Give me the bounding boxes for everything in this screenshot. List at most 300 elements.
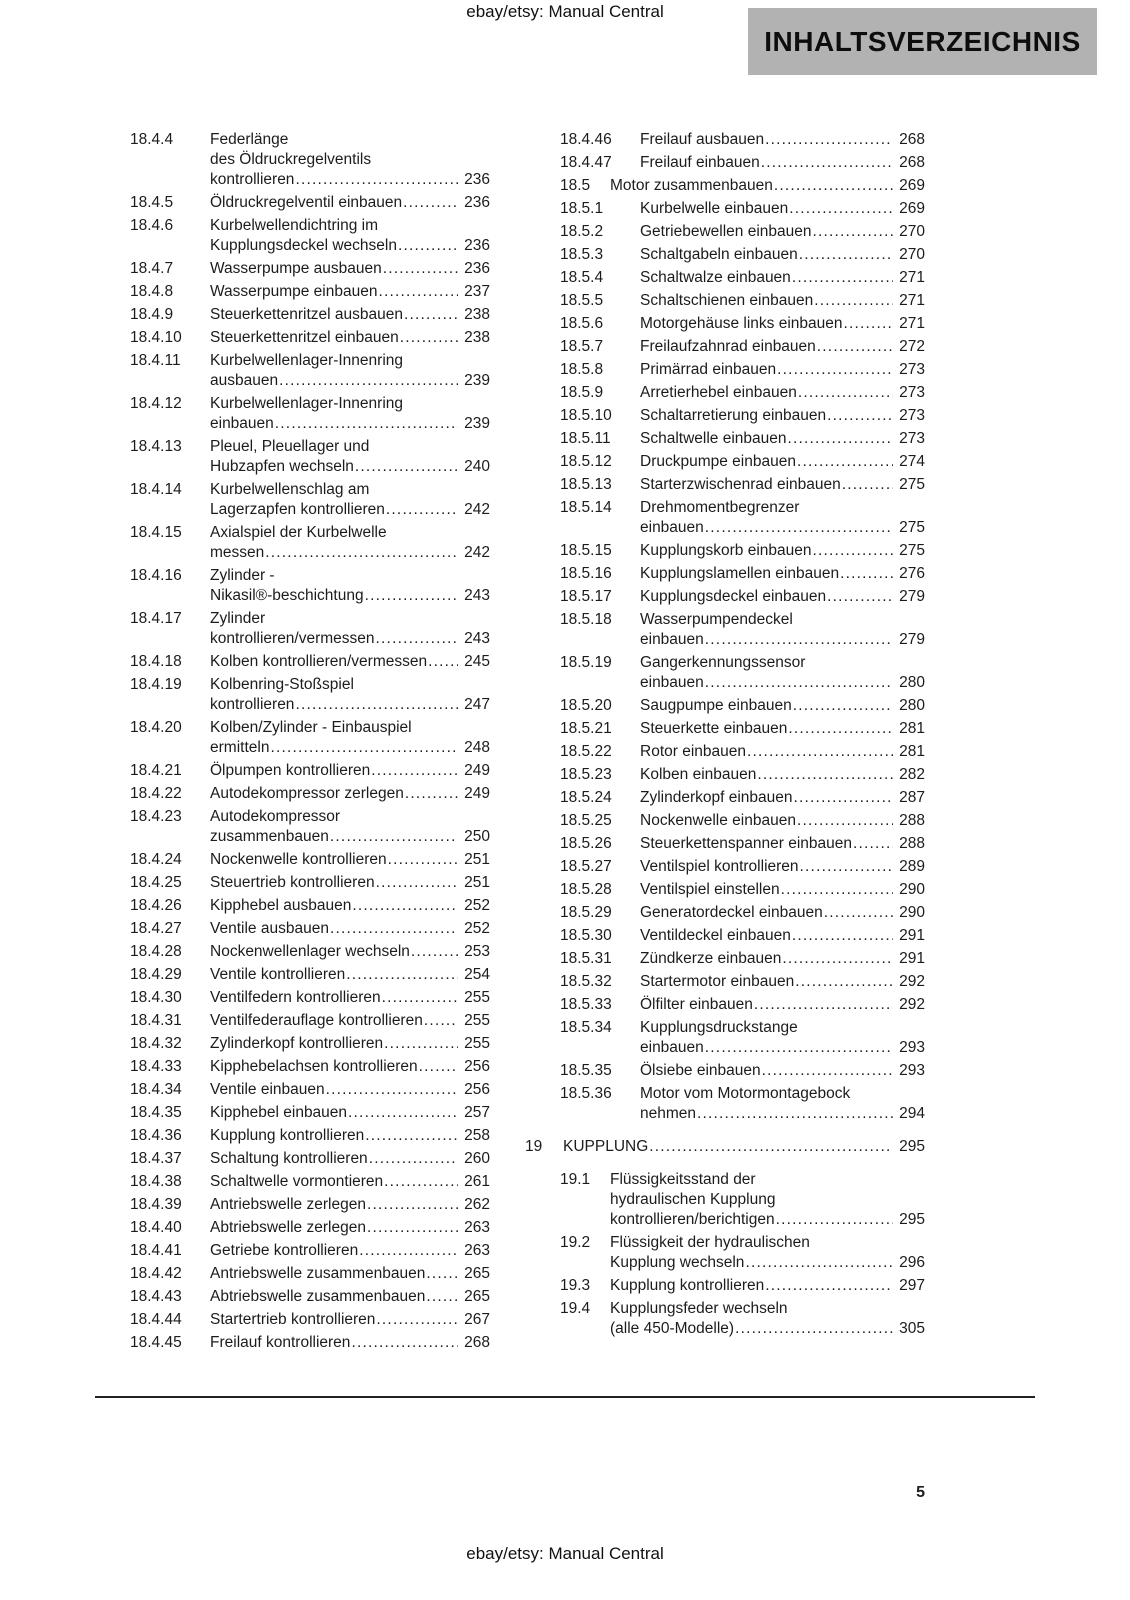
toc-entry — [525, 1299, 925, 1339]
toc-entry — [525, 811, 925, 831]
toc-entry-title: Schaltgabeln einbauen — [640, 246, 798, 263]
toc-entry-body — [210, 259, 490, 279]
toc-entry-number: 18.4.15 — [130, 524, 182, 541]
toc-entry-number: 18.4.42 — [130, 1265, 182, 1282]
toc-entry — [525, 429, 925, 449]
toc-entry-title: kontrollieren — [210, 171, 295, 188]
toc-entry-title: Kupplungslamellen einbauen — [640, 565, 840, 582]
toc-entry-page: 247 — [464, 696, 490, 713]
toc-leader-dots — [369, 1149, 458, 1169]
toc-entry-title: kontrollieren/berichtigen — [610, 1211, 775, 1228]
toc-entry-title: Kurbelwellendichtring im — [210, 217, 378, 234]
toc-entry-number: 18.4.21 — [130, 762, 182, 779]
toc-entry-page: 268 — [899, 131, 925, 148]
toc-entry-title: Pleuel, Pleuellager und — [210, 438, 370, 455]
toc-entry-title: Kipphebelachsen kontrollieren — [210, 1058, 418, 1075]
toc-entry-number: 18.5.14 — [560, 499, 612, 516]
toc-entry-page: 268 — [899, 154, 925, 171]
watermark-header: ebay/etsy: Manual Central — [466, 2, 664, 21]
toc-entry-title: Freilauf einbauen — [640, 154, 760, 171]
toc-entry-body — [210, 1195, 490, 1215]
toc-entry-body — [210, 1149, 490, 1169]
toc-entry-body — [640, 222, 925, 242]
toc-leader-dots — [398, 236, 458, 256]
toc-entry-body — [610, 1170, 925, 1230]
toc-entry-title: Kurbelwellenschlag am — [210, 481, 370, 498]
toc-entry-page: 243 — [464, 630, 490, 647]
toc-entry-page: 267 — [464, 1311, 490, 1328]
toc-entry-number: 18.4.28 — [130, 943, 182, 960]
toc-entry-body — [640, 268, 925, 288]
toc-entry-number: 18.4.12 — [130, 395, 182, 412]
toc-entry-body — [210, 351, 490, 391]
toc-entry-body — [640, 1061, 925, 1081]
toc-entry-body — [640, 719, 925, 739]
toc-entry-body — [640, 1084, 925, 1124]
toc-entry-number: 18.4.13 — [130, 438, 182, 455]
toc-entry-title: Schaltwelle einbauen — [640, 430, 787, 447]
toc-entry-body — [210, 718, 490, 758]
toc-entry-body — [210, 394, 490, 434]
page-number: 5 — [916, 1484, 925, 1501]
toc-leader-dots — [378, 282, 458, 302]
toc-entry-page: 273 — [899, 407, 925, 424]
toc-entry — [95, 1011, 490, 1031]
toc-entry-body — [210, 1103, 490, 1123]
toc-entry-page: 297 — [899, 1277, 925, 1294]
toc-leader-dots — [346, 965, 458, 985]
table-of-contents — [95, 130, 925, 1356]
toc-leader-dots — [813, 541, 894, 561]
toc-entry-body — [210, 761, 490, 781]
toc-entry — [95, 873, 490, 893]
toc-entry-number: 18.4.32 — [130, 1035, 182, 1052]
toc-entry — [95, 1264, 490, 1284]
toc-entry-title: Wasserpumpe einbauen — [210, 283, 378, 300]
toc-leader-dots — [817, 337, 893, 357]
toc-leader-dots — [359, 1241, 458, 1261]
toc-entry-body — [640, 587, 925, 607]
toc-entry — [95, 761, 490, 781]
toc-entry-page: 275 — [899, 542, 925, 559]
toc-entry — [95, 942, 490, 962]
toc-leader-dots — [270, 738, 458, 758]
toc-leader-dots — [762, 1061, 893, 1081]
toc-entry-page: 263 — [464, 1219, 490, 1236]
toc-entry-title: Ventilfederauflage kontrollieren — [210, 1012, 423, 1029]
toc-entry-page: 280 — [899, 674, 925, 691]
toc-entry-page: 295 — [899, 1211, 925, 1228]
toc-entry — [525, 337, 925, 357]
toc-entry — [95, 1126, 490, 1146]
toc-entry — [95, 807, 490, 847]
toc-entry-number: 18.4.11 — [130, 352, 181, 369]
toc-entry-body — [640, 406, 925, 426]
toc-entry-number: 18.5.12 — [560, 453, 612, 470]
toc-leader-dots — [793, 696, 893, 716]
toc-leader-dots — [279, 371, 458, 391]
toc-entry-title: kontrollieren — [210, 696, 295, 713]
toc-entry-number: 18.5.18 — [560, 611, 612, 628]
toc-entry-body — [640, 653, 925, 693]
toc-entry-body — [210, 1241, 490, 1261]
toc-entry-body — [210, 523, 490, 563]
toc-entry-number: 18.5.11 — [560, 430, 611, 447]
toc-entry-number: 18.4.23 — [130, 808, 182, 825]
toc-entry-body — [210, 328, 490, 348]
toc-leader-dots — [757, 765, 893, 785]
toc-leader-dots — [376, 1310, 458, 1330]
toc-entry — [525, 541, 925, 561]
toc-leader-dots — [765, 1276, 893, 1296]
toc-leader-dots — [814, 291, 893, 311]
toc-entry-body — [610, 1233, 925, 1273]
toc-entry-number: 18.4.31 — [130, 1012, 182, 1029]
toc-entry-page: 251 — [464, 874, 490, 891]
toc-entry — [525, 834, 925, 854]
toc-leader-dots — [275, 414, 458, 434]
toc-entry-title: Zylinderkopf einbauen — [640, 789, 793, 806]
toc-entry-title: Ölpumpen kontrollieren — [210, 762, 371, 779]
toc-entry-page: 269 — [899, 200, 925, 217]
toc-leader-dots — [367, 1195, 458, 1215]
toc-entry-number: 18.4.18 — [130, 653, 182, 670]
toc-leader-dots — [330, 827, 458, 847]
toc-leader-dots — [782, 949, 893, 969]
toc-entry-title: kontrollieren/vermessen — [210, 630, 375, 647]
toc-entry-number: 18.4.10 — [130, 329, 182, 346]
toc-entry-body — [640, 541, 925, 561]
toc-entry-title: Kupplungsfeder wechseln — [610, 1300, 788, 1317]
toc-leader-dots — [705, 1038, 893, 1058]
toc-entry-number: 18.5.20 — [560, 697, 612, 714]
toc-leader-dots — [745, 1253, 893, 1273]
toc-entry-body — [210, 988, 490, 1008]
watermark-footer: ebay/etsy: Manual Central — [466, 1544, 664, 1563]
toc-leader-dots — [792, 926, 893, 946]
toc-entry-page: 236 — [464, 237, 490, 254]
toc-entry-body — [640, 788, 925, 808]
toc-entry — [525, 1137, 925, 1157]
toc-entry-title: Kolben einbauen — [640, 766, 757, 783]
toc-entry-body — [640, 498, 925, 538]
toc-leader-dots — [797, 811, 893, 831]
toc-entry-body — [640, 949, 925, 969]
toc-entry-page: 290 — [899, 881, 925, 898]
toc-entry-number: 18.4.27 — [130, 920, 182, 937]
toc-entry-title: Axialspiel der Kurbelwelle — [210, 524, 387, 541]
toc-leader-dots — [424, 1011, 458, 1031]
toc-entry-title: Generatordeckel einbauen — [640, 904, 823, 921]
toc-entry-body — [640, 972, 925, 992]
toc-entry-body — [210, 282, 490, 302]
toc-entry-page: 251 — [464, 851, 490, 868]
toc-leader-dots — [348, 1103, 458, 1123]
toc-entry-body — [640, 337, 925, 357]
toc-leader-dots — [265, 543, 458, 563]
toc-entry-title: Kupplung wechseln — [610, 1254, 745, 1271]
toc-entry-title: Arretierhebel einbauen — [640, 384, 797, 401]
toc-entry-page: 255 — [464, 1012, 490, 1029]
toc-entry-page: 271 — [899, 315, 925, 332]
toc-entry — [95, 1241, 490, 1261]
toc-entry-title: Ventilfedern kontrollieren — [210, 989, 381, 1006]
toc-entry-number: 18.4.26 — [130, 897, 182, 914]
toc-leader-dots — [382, 988, 458, 1008]
toc-entry-number: 18.5.7 — [560, 338, 604, 355]
toc-entry-page: 252 — [464, 920, 490, 937]
toc-entry-title: Nockenwelle einbauen — [640, 812, 796, 829]
toc-leader-dots — [797, 452, 893, 472]
toc-entry — [525, 653, 925, 693]
toc-entry-number: 18.4.43 — [130, 1288, 182, 1305]
toc-entry-page: 239 — [464, 372, 490, 389]
toc-entry-body — [210, 1287, 490, 1307]
toc-entry-title: Starterzwischenrad einbauen — [640, 476, 841, 493]
toc-entry-title: Kurbelwellenlager-Innenring — [210, 352, 404, 369]
toc-entry-page: 239 — [464, 415, 490, 432]
toc-leader-dots — [776, 1210, 893, 1230]
toc-entry-number: 18.4.5 — [130, 194, 174, 211]
page-header-box — [748, 8, 1097, 75]
toc-entry-number: 18.5.32 — [560, 973, 612, 990]
toc-entry-page: 258 — [464, 1127, 490, 1144]
toc-column-right — [525, 130, 925, 1356]
toc-entry-title: einbauen — [640, 1039, 704, 1056]
toc-entry-body — [640, 610, 925, 650]
toc-entry — [525, 857, 925, 877]
toc-entry-number: 18.4.30 — [130, 989, 182, 1006]
toc-entry-title: Zündkerze einbauen — [640, 950, 782, 967]
toc-entry-body — [640, 314, 925, 334]
toc-entry-page: 263 — [464, 1242, 490, 1259]
toc-entry-number: 18.5.2 — [560, 223, 604, 240]
toc-leader-dots — [827, 587, 893, 607]
toc-entry — [95, 718, 490, 758]
toc-entry — [525, 130, 925, 150]
toc-entry-body — [640, 995, 925, 1015]
toc-entry-number: 18.4.44 — [130, 1311, 182, 1328]
toc-entry-number: 18.5.6 — [560, 315, 604, 332]
toc-entry-body — [640, 130, 925, 150]
toc-entry-page: 273 — [899, 430, 925, 447]
toc-leader-dots — [404, 305, 458, 325]
toc-entry-title: Hubzapfen wechseln — [210, 458, 354, 475]
toc-entry — [95, 193, 490, 213]
toc-entry-page: 257 — [464, 1104, 490, 1121]
toc-entry-body — [210, 1218, 490, 1238]
toc-entry-number: 18.5.29 — [560, 904, 612, 921]
toc-entry-body — [210, 896, 490, 916]
toc-entry-body — [640, 429, 925, 449]
toc-entry-number: 18.4.16 — [130, 567, 182, 584]
toc-entry-page: 236 — [464, 171, 490, 188]
toc-leader-dots — [367, 1218, 458, 1238]
toc-entry-number: 18.5.19 — [560, 654, 612, 671]
toc-entry-title: Federlänge — [210, 131, 289, 148]
toc-entry-body — [210, 1333, 490, 1353]
toc-entry-title: Flüssigkeitsstand der — [610, 1171, 756, 1188]
toc-entry — [525, 475, 925, 495]
toc-entry-number: 18.5.25 — [560, 812, 612, 829]
toc-entry — [95, 896, 490, 916]
toc-entry-number: 18.5.34 — [560, 1019, 612, 1036]
toc-entry-page: 295 — [899, 1138, 925, 1155]
toc-entry-number: 18.5.26 — [560, 835, 612, 852]
toc-entry — [525, 498, 925, 538]
toc-leader-dots — [844, 314, 894, 334]
toc-entry-number: 18.4.20 — [130, 719, 182, 736]
toc-entry-title: ermitteln — [210, 739, 270, 756]
toc-entry-title: Autodekompressor — [210, 808, 341, 825]
toc-entry-page: 255 — [464, 989, 490, 1006]
toc-entry — [525, 1061, 925, 1081]
toc-entry-title: Zylinder — [210, 610, 266, 627]
toc-entry-body — [210, 850, 490, 870]
toc-entry-number: 18.5.27 — [560, 858, 612, 875]
toc-entry-title: Kupplungsdruckstange — [640, 1019, 798, 1036]
toc-entry-body — [210, 1080, 490, 1100]
toc-leader-dots — [788, 429, 894, 449]
toc-entry — [525, 153, 925, 173]
toc-entry — [525, 696, 925, 716]
toc-entry-title: Freilaufzahnrad einbauen — [640, 338, 816, 355]
toc-entry-number: 18.5 — [560, 177, 591, 194]
toc-entry-title: Ventile ausbauen — [210, 920, 329, 937]
toc-entry-number: 18.5.36 — [560, 1085, 612, 1102]
toc-entry — [525, 926, 925, 946]
toc-leader-dots — [365, 1126, 458, 1146]
toc-leader-dots — [788, 719, 893, 739]
toc-entry-title: Kipphebel ausbauen — [210, 897, 352, 914]
toc-entry-number: 19 — [525, 1138, 543, 1155]
toc-entry — [95, 130, 490, 190]
toc-entry — [95, 1057, 490, 1077]
toc-entry — [525, 765, 925, 785]
toc-entry — [95, 675, 490, 715]
toc-entry-page: 281 — [899, 743, 925, 760]
toc-entry — [525, 383, 925, 403]
toc-entry-title: einbauen — [640, 674, 704, 691]
toc-entry-body — [640, 245, 925, 265]
toc-entry-title: Startertrieb kontrollieren — [210, 1311, 376, 1328]
toc-entry-page: 260 — [464, 1150, 490, 1167]
toc-entry-title: Steuerkettenritzel einbauen — [210, 329, 399, 346]
toc-entry — [525, 949, 925, 969]
toc-entry-title: Steuerkettenspanner einbauen — [640, 835, 852, 852]
toc-entry-number: 18.5.1 — [560, 200, 604, 217]
toc-entry-title: Antriebswelle zerlegen — [210, 1196, 366, 1213]
toc-entry — [525, 719, 925, 739]
toc-entry-page: 289 — [899, 858, 925, 875]
toc-entry-page: 265 — [464, 1288, 490, 1305]
toc-entry-body — [210, 130, 490, 190]
toc-entry — [525, 610, 925, 650]
toc-entry — [95, 1287, 490, 1307]
toc-leader-dots — [330, 919, 458, 939]
toc-entry-title: Motorgehäuse links einbauen — [640, 315, 843, 332]
toc-entry-title: Kolben kontrollieren/vermessen — [210, 653, 428, 670]
toc-entry-title: Primärrad einbauen — [640, 361, 777, 378]
toc-entry-page: 293 — [899, 1039, 925, 1056]
toc-entry-number: 18.5.30 — [560, 927, 612, 944]
toc-leader-dots — [774, 176, 893, 196]
toc-entry-body — [640, 926, 925, 946]
toc-entry-page: 287 — [899, 789, 925, 806]
toc-entry-number: 18.5.35 — [560, 1062, 612, 1079]
toc-entry — [525, 176, 925, 196]
toc-entry-body — [640, 742, 925, 762]
toc-entry-title: hydraulischen Kupplung — [610, 1191, 776, 1208]
toc-entry-title: Ventile einbauen — [210, 1081, 325, 1098]
toc-entry-page: 273 — [899, 361, 925, 378]
toc-leader-dots — [812, 222, 893, 242]
toc-entry-number: 18.4.14 — [130, 481, 182, 498]
toc-entry — [525, 1018, 925, 1058]
toc-leader-dots — [376, 629, 458, 649]
toc-entry — [95, 1218, 490, 1238]
toc-entry-page: 288 — [899, 812, 925, 829]
toc-leader-dots — [295, 695, 458, 715]
toc-leader-dots — [295, 170, 458, 190]
toc-entry-body — [210, 609, 490, 649]
toc-entry-number: 18.5.13 — [560, 476, 612, 493]
toc-leader-dots — [371, 761, 458, 781]
toc-leader-dots — [376, 873, 458, 893]
toc-entry-page: 248 — [464, 739, 490, 756]
toc-leader-dots — [403, 193, 458, 213]
toc-entry-page: 271 — [899, 269, 925, 286]
toc-entry-page: 256 — [464, 1058, 490, 1075]
toc-entry-page: 237 — [464, 283, 490, 300]
toc-entry-page: 269 — [899, 177, 925, 194]
toc-entry — [95, 965, 490, 985]
toc-entry — [525, 360, 925, 380]
toc-entry — [525, 880, 925, 900]
toc-entry — [95, 523, 490, 563]
toc-entry-title: Startermotor einbauen — [640, 973, 795, 990]
toc-entry — [525, 587, 925, 607]
toc-entry-title: Schaltarretierung einbauen — [640, 407, 827, 424]
toc-leader-dots — [789, 199, 893, 219]
toc-entry-body — [210, 1034, 490, 1054]
toc-entry — [95, 919, 490, 939]
toc-entry-body — [210, 652, 490, 672]
toc-entry — [95, 216, 490, 256]
toc-entry-body — [210, 1126, 490, 1146]
toc-entry-title: Kupplung kontrollieren — [610, 1277, 765, 1294]
toc-entry-body — [210, 1264, 490, 1284]
toc-entry-number: 18.5.24 — [560, 789, 612, 806]
toc-entry-number: 18.5.5 — [560, 292, 604, 309]
toc-entry-number: 18.4.29 — [130, 966, 182, 983]
toc-entry-page: 245 — [464, 653, 490, 670]
toc-entry-body — [210, 1310, 490, 1330]
toc-entry-title: ausbauen — [210, 372, 279, 389]
toc-entry-page: 270 — [899, 223, 925, 240]
toc-entry-body — [563, 1137, 925, 1157]
toc-leader-dots — [411, 942, 458, 962]
toc-entry-body — [640, 696, 925, 716]
toc-entry-number: 18.5.23 — [560, 766, 612, 783]
toc-entry-number: 19.4 — [560, 1300, 591, 1317]
toc-entry-number: 18.4.41 — [130, 1242, 182, 1259]
toc-entry — [525, 222, 925, 242]
toc-entry — [95, 784, 490, 804]
toc-entry — [525, 1170, 925, 1230]
toc-entry-title: Drehmomentbegrenzer — [640, 499, 800, 516]
toc-entry-number: 18.4.38 — [130, 1173, 182, 1190]
